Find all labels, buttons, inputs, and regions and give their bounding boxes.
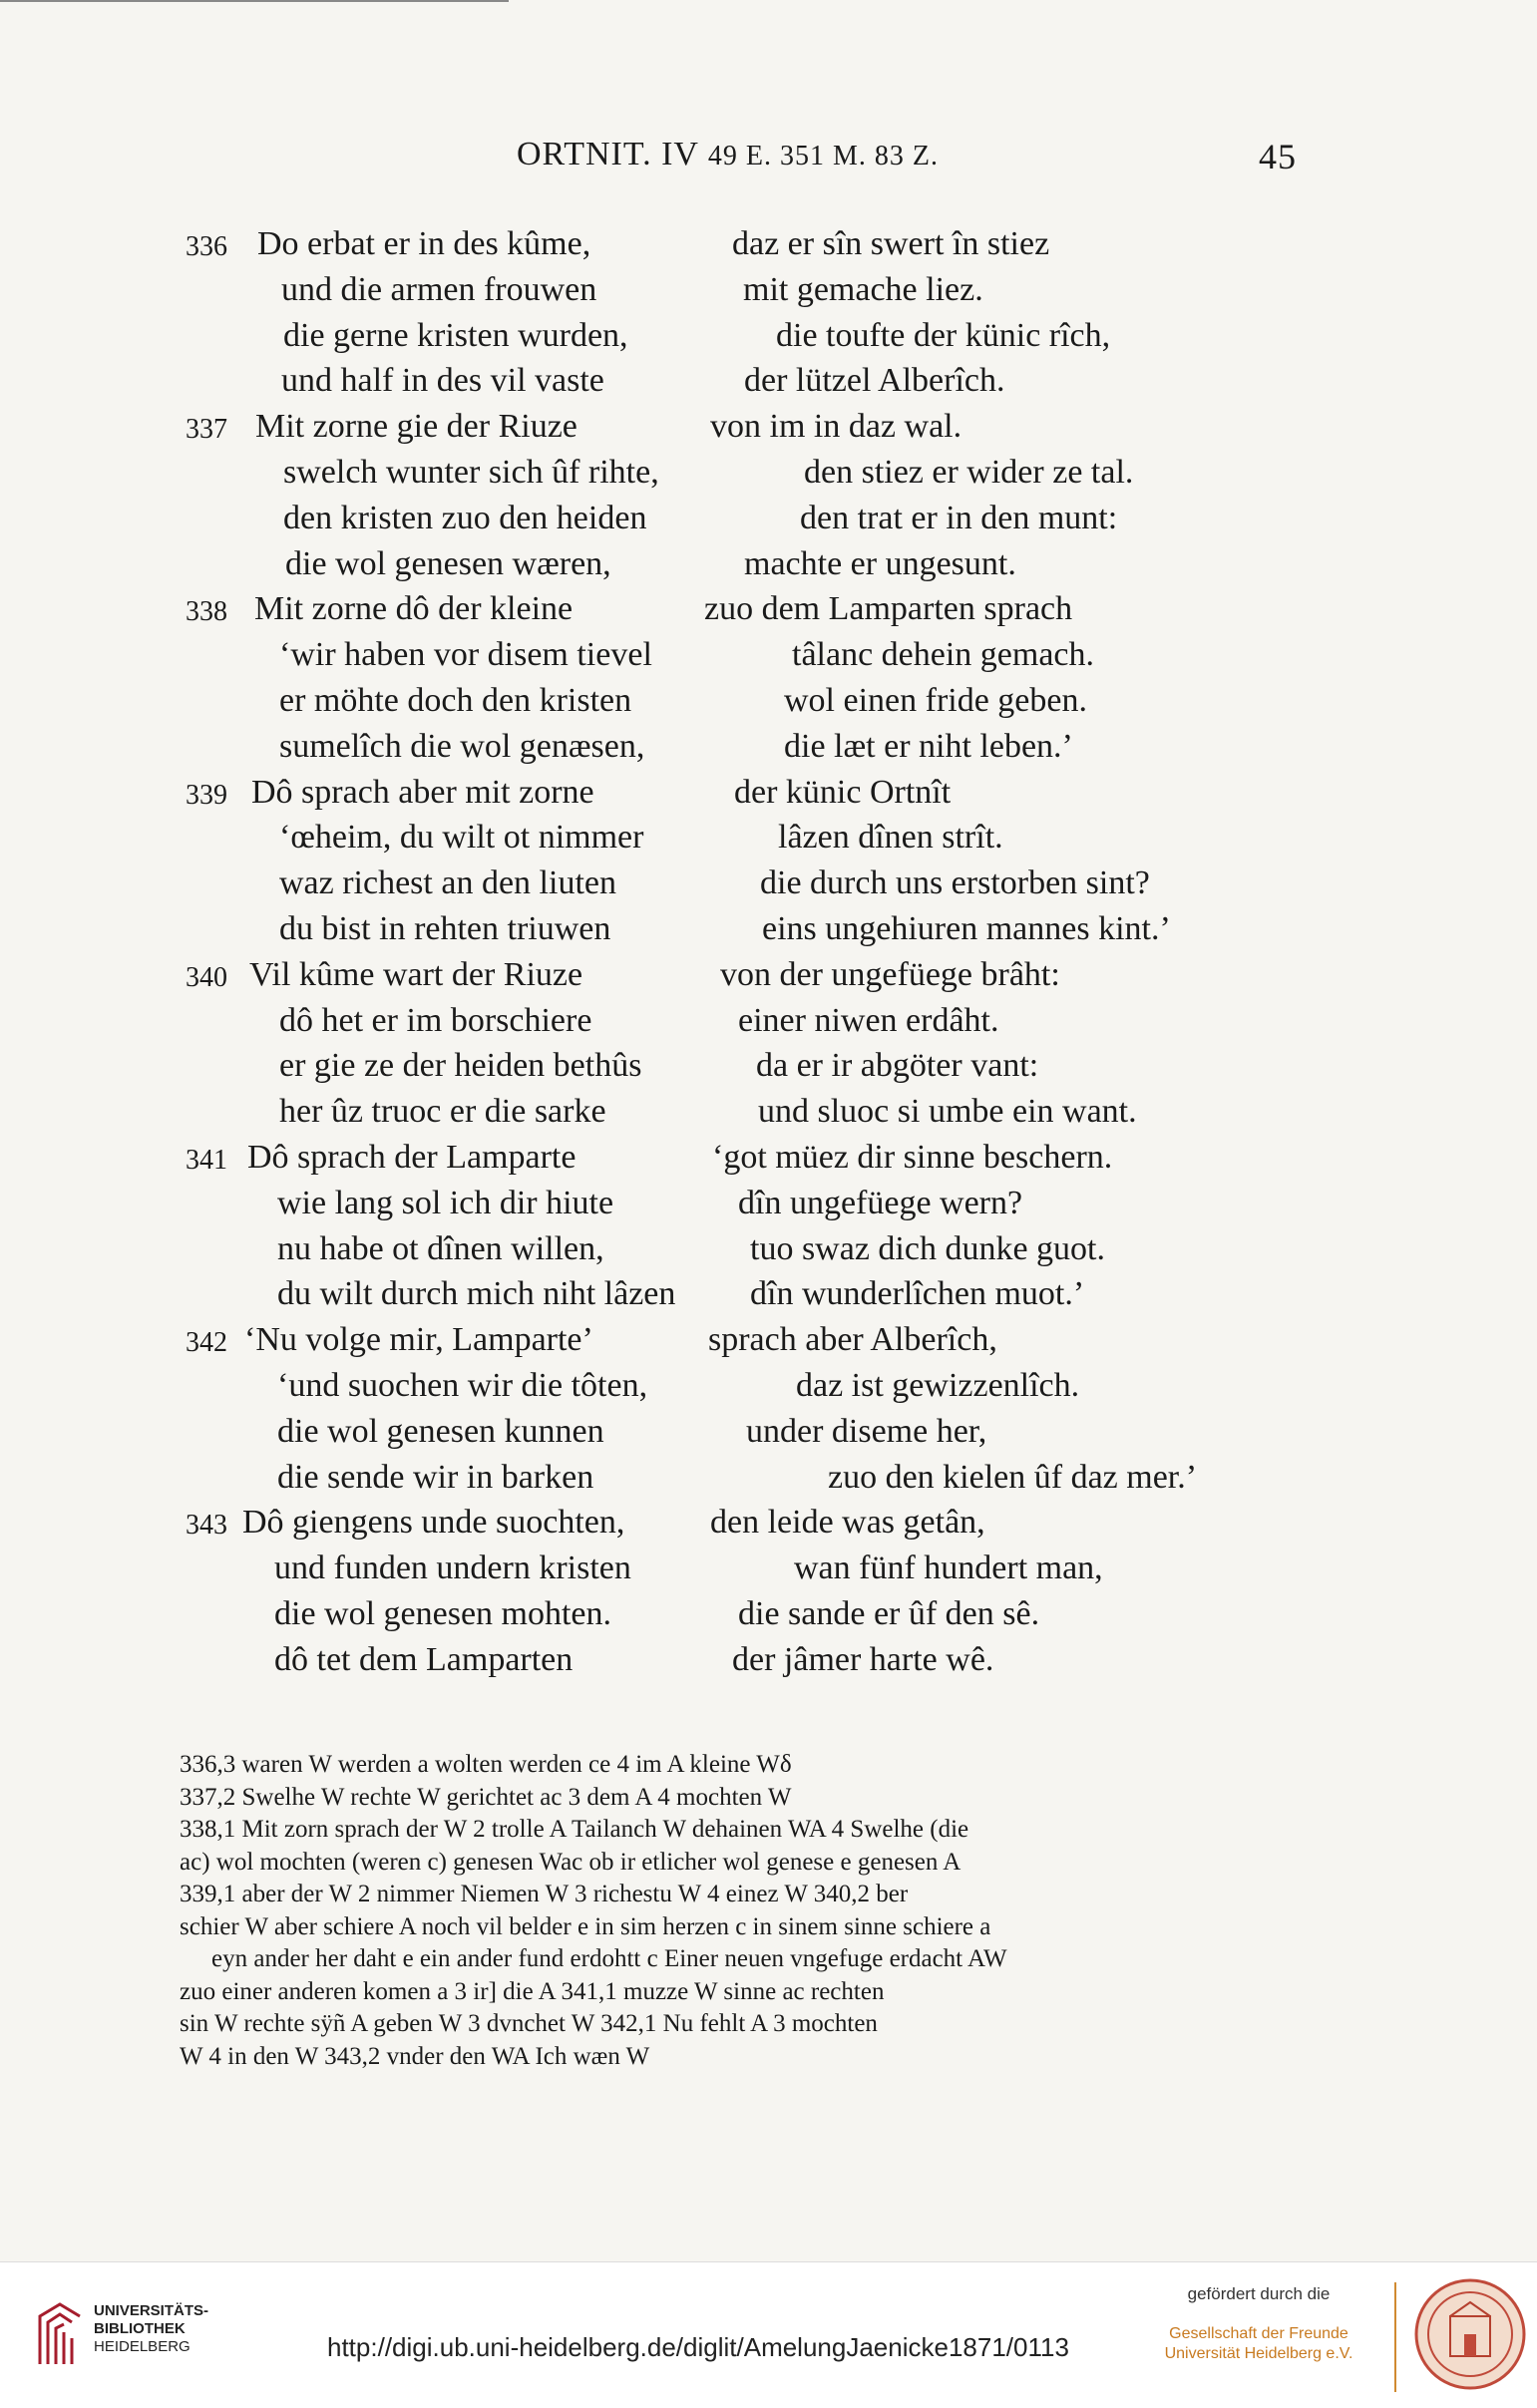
verse-line bbox=[0, 271, 1537, 317]
verse-first-half: den kristen zuo den heiden bbox=[283, 499, 647, 536]
verse-line bbox=[0, 1139, 1537, 1185]
verse-first-half: Mit zorne dô der kleine bbox=[254, 590, 574, 628]
sponsor-line1: Gesellschaft der Freunde bbox=[1169, 2325, 1348, 2342]
verse-line bbox=[0, 1595, 1537, 1641]
verse-first-half: waz richest an den liuten bbox=[279, 864, 616, 902]
apparatus-line: 337,2 Swelhe W rechte W gerichtet ac 3 dem A 4 mochten W bbox=[180, 1783, 792, 1811]
verse-first-half: Dô sprach der Lamparte bbox=[247, 1138, 576, 1176]
verse-line bbox=[0, 362, 1537, 408]
title-text: ORTNIT. bbox=[517, 136, 652, 172]
verse-second-half: und sluoc si umbe ein want. bbox=[758, 1093, 1137, 1131]
critical-apparatus bbox=[180, 1749, 1292, 2073]
verse-second-half: der künic Ortnît bbox=[734, 773, 952, 811]
verse-line bbox=[0, 1459, 1537, 1505]
verse-first-half: wie lang sol ich dir hiute bbox=[277, 1184, 614, 1221]
verse-first-half: die sende wir in barken bbox=[277, 1458, 594, 1496]
stanza-number: 343 bbox=[186, 1510, 227, 1542]
verse-line bbox=[0, 1230, 1537, 1276]
verse-first-half: dô tet dem Lamparten bbox=[274, 1640, 574, 1678]
verse-second-half: dîn ungefüege wern? bbox=[738, 1184, 1023, 1221]
verse-second-half: da er ir abgöter vant: bbox=[756, 1047, 1039, 1085]
university-seal-icon bbox=[1412, 2276, 1528, 2392]
verse-first-half: her ûz truoc er die sarke bbox=[279, 1093, 606, 1131]
verse-line bbox=[0, 1413, 1537, 1459]
verse-first-half: swelch wunter sich ûf rihte, bbox=[283, 453, 659, 491]
verse-first-half: Dô giengens unde suochten, bbox=[242, 1504, 625, 1542]
library-logo-icon bbox=[34, 2298, 86, 2370]
verse-first-half: dô het er im borschiere bbox=[279, 1001, 592, 1039]
verse-second-half: tuo swaz dich dunke guot. bbox=[750, 1229, 1105, 1267]
sponsor-label: gefördert durch die bbox=[1187, 2284, 1331, 2303]
apparatus-line: zuo einer anderen komen a 3 ir] die A 341,1 muzze W sinne ac rechten bbox=[180, 1977, 885, 2005]
apparatus-line: ac) wol mochten (weren c) genesen Wac ob ir etlicher wol genese e genesen A bbox=[180, 1848, 961, 1876]
top-rule bbox=[0, 0, 509, 2]
sponsor-divider bbox=[1394, 2282, 1396, 2392]
verse-first-half: die wol genesen kunnen bbox=[277, 1412, 604, 1450]
verse-second-half: sprach aber Alberîch, bbox=[708, 1321, 997, 1359]
verse-second-half: daz ist gewizzenlîch. bbox=[796, 1366, 1080, 1404]
verse-line bbox=[0, 910, 1537, 956]
verse-second-half: lâzen dînen strît. bbox=[778, 819, 1003, 857]
apparatus-line: 338,1 Mit zorn sprach der W 2 trolle A Tailanch W dehainen WA 4 Swelhe (die bbox=[180, 1816, 969, 1843]
running-header bbox=[0, 136, 1537, 183]
verse-first-half: Dô sprach aber mit zorne bbox=[251, 773, 594, 811]
verse-line bbox=[0, 956, 1537, 1002]
verse-line bbox=[0, 1047, 1537, 1093]
verse-line bbox=[0, 408, 1537, 454]
verse-second-half: den leide was getân, bbox=[710, 1504, 985, 1542]
verse-line bbox=[0, 1367, 1537, 1413]
library-name-line3: HEIDELBERG bbox=[94, 2338, 191, 2355]
verse-first-half: die wol genesen mohten. bbox=[274, 1594, 612, 1632]
verse-first-half: ‘œheim, du wilt ot nimmer bbox=[279, 819, 644, 857]
verse-line bbox=[0, 728, 1537, 774]
verse-first-half: und half in des vil vaste bbox=[281, 362, 604, 400]
verse-line bbox=[0, 1185, 1537, 1230]
stanza-number: 337 bbox=[186, 414, 227, 446]
verse-first-half: er gie ze der heiden bethûs bbox=[279, 1047, 642, 1085]
verse-line bbox=[0, 1321, 1537, 1367]
verse-line bbox=[0, 1002, 1537, 1048]
verse-first-half: sumelîch die wol genæsen, bbox=[279, 727, 645, 765]
permalink-url[interactable]: http://digi.ub.uni-heidelberg.de/diglit/AmelungJaenicke1871/0113 bbox=[327, 2332, 1069, 2362]
verse-first-half: ‘Nu volge mir, Lamparte’ bbox=[244, 1321, 593, 1359]
stanza-number: 340 bbox=[186, 961, 227, 993]
verse-second-half: machte er ungesunt. bbox=[744, 544, 1016, 582]
verse-second-half: wan fünf hundert man, bbox=[794, 1549, 1103, 1587]
verse-first-half: und die armen frouwen bbox=[281, 270, 597, 308]
apparatus-line: W 4 in den W 343,2 vnder den WA Ich wæn W bbox=[180, 2042, 650, 2070]
verse-second-half: zuo den kielen ûf daz mer.’ bbox=[828, 1458, 1198, 1496]
sponsor-line2: Universität Heidelberg e.V. bbox=[1164, 2345, 1353, 2362]
running-title bbox=[517, 136, 939, 173]
stanza-number: 339 bbox=[186, 779, 227, 811]
verse-line bbox=[0, 1275, 1537, 1321]
stanza-number: 341 bbox=[186, 1144, 227, 1176]
verse-second-half: ‘got müez dir sinne beschern. bbox=[712, 1138, 1113, 1176]
verse-second-half: von im in daz wal. bbox=[710, 408, 962, 446]
verse-line bbox=[0, 819, 1537, 864]
verse-line bbox=[0, 864, 1537, 910]
verse-second-half: von der ungefüege brâht: bbox=[720, 955, 1060, 993]
verse-second-half: der lützel Alberîch. bbox=[744, 362, 1005, 400]
verse-first-half: du bist in rehten triuwen bbox=[279, 909, 611, 947]
apparatus-line: 336,3 waren W werden a wolten werden ce 4 im A kleine Wδ bbox=[180, 1751, 792, 1778]
verse-second-half: daz er sîn swert în stiez bbox=[732, 225, 1050, 262]
verse-first-half: ‘wir haben vor disem tievel bbox=[279, 636, 652, 674]
stanza-number: 342 bbox=[186, 1327, 227, 1359]
apparatus-line: eyn ander her daht e ein ander fund erdohtt c Einer neuen vngefuge erdacht AW bbox=[211, 1945, 1007, 1972]
verse-second-half: den trat er in den munt: bbox=[800, 499, 1118, 536]
library-name-line1: UNIVERSITÄTS- bbox=[94, 2302, 209, 2319]
verse-second-half: die toufte der künic rîch, bbox=[776, 316, 1111, 354]
page-number: 45 bbox=[1259, 137, 1297, 176]
verse-line bbox=[0, 1549, 1537, 1595]
library-name bbox=[94, 2302, 208, 2356]
apparatus-line: sin W rechte sÿñ A geben W 3 dvnchet W 342,1 Nu fehlt A 3 mochten bbox=[180, 2010, 878, 2037]
verse-second-half: tâlanc dehein gemach. bbox=[792, 636, 1095, 674]
verse-second-half: einer niwen erdâht. bbox=[738, 1001, 999, 1039]
verse-line bbox=[0, 545, 1537, 591]
verse-line bbox=[0, 1641, 1537, 1687]
verse-line bbox=[0, 500, 1537, 545]
verse-first-half: er möhte doch den kristen bbox=[279, 681, 632, 719]
stanza-number: 336 bbox=[186, 231, 227, 262]
section-numeral: IV bbox=[661, 136, 699, 172]
verse-first-half: und funden undern kristen bbox=[274, 1549, 631, 1587]
apparatus-line: 339,1 aber der W 2 nimmer Niemen W 3 richestu W 4 einez W 340,2 ber bbox=[180, 1881, 909, 1907]
verse-second-half: den stiez er wider ze tal. bbox=[804, 453, 1134, 491]
verse-second-half: zuo dem Lamparten sprach bbox=[704, 590, 1073, 628]
verse-line bbox=[0, 317, 1537, 363]
verse-line bbox=[0, 636, 1537, 682]
verse-line bbox=[0, 454, 1537, 500]
verse-second-half: die durch uns erstorben sint? bbox=[760, 864, 1150, 902]
verse-first-half: Vil kûme wart der Riuze bbox=[249, 955, 583, 993]
verse-first-half: Mit zorne gie der Riuze bbox=[255, 408, 577, 446]
stanza-number: 338 bbox=[186, 596, 227, 628]
verse-second-half: eins ungehiuren mannes kint.’ bbox=[762, 909, 1171, 947]
verse-second-half: die sande er ûf den sê. bbox=[738, 1594, 1040, 1632]
verse-first-half: ‘und suochen wir die tôten, bbox=[277, 1366, 648, 1404]
verse-first-half: Do erbat er in des kûme, bbox=[257, 225, 591, 262]
verse-line bbox=[0, 1093, 1537, 1139]
verse-second-half: wol einen fride geben. bbox=[784, 681, 1087, 719]
verse-line bbox=[0, 774, 1537, 820]
verse-line bbox=[0, 1504, 1537, 1549]
verse-second-half: under diseme her, bbox=[746, 1412, 987, 1450]
verse-line bbox=[0, 225, 1537, 271]
verse-first-half: die wol genesen wæren, bbox=[285, 544, 611, 582]
verse-second-half: dîn wunderlîchen muot.’ bbox=[750, 1275, 1085, 1313]
verse-first-half: die gerne kristen wurden, bbox=[283, 316, 628, 354]
edition-refs: 49 E. 351 M. 83 Z. bbox=[707, 141, 939, 172]
apparatus-line: schier W aber schiere A noch vil belder e in sim herzen c in sinem sinne schiere a bbox=[180, 1912, 991, 1940]
verse-second-half: die læt er niht leben.’ bbox=[784, 727, 1073, 765]
verse-line bbox=[0, 590, 1537, 636]
verse-first-half: nu habe ot dînen willen, bbox=[277, 1229, 604, 1267]
verse-second-half: mit gemache liez. bbox=[743, 270, 983, 308]
verse-text bbox=[0, 225, 1537, 1687]
verse-line bbox=[0, 682, 1537, 728]
sponsor-block bbox=[1139, 2284, 1378, 2364]
digitization-footer bbox=[0, 2261, 1537, 2408]
verse-first-half: du wilt durch mich niht lâzen bbox=[277, 1275, 676, 1313]
library-name-line2: BIBLIOTHEK bbox=[94, 2320, 186, 2337]
verse-second-half: der jâmer harte wê. bbox=[732, 1640, 994, 1678]
